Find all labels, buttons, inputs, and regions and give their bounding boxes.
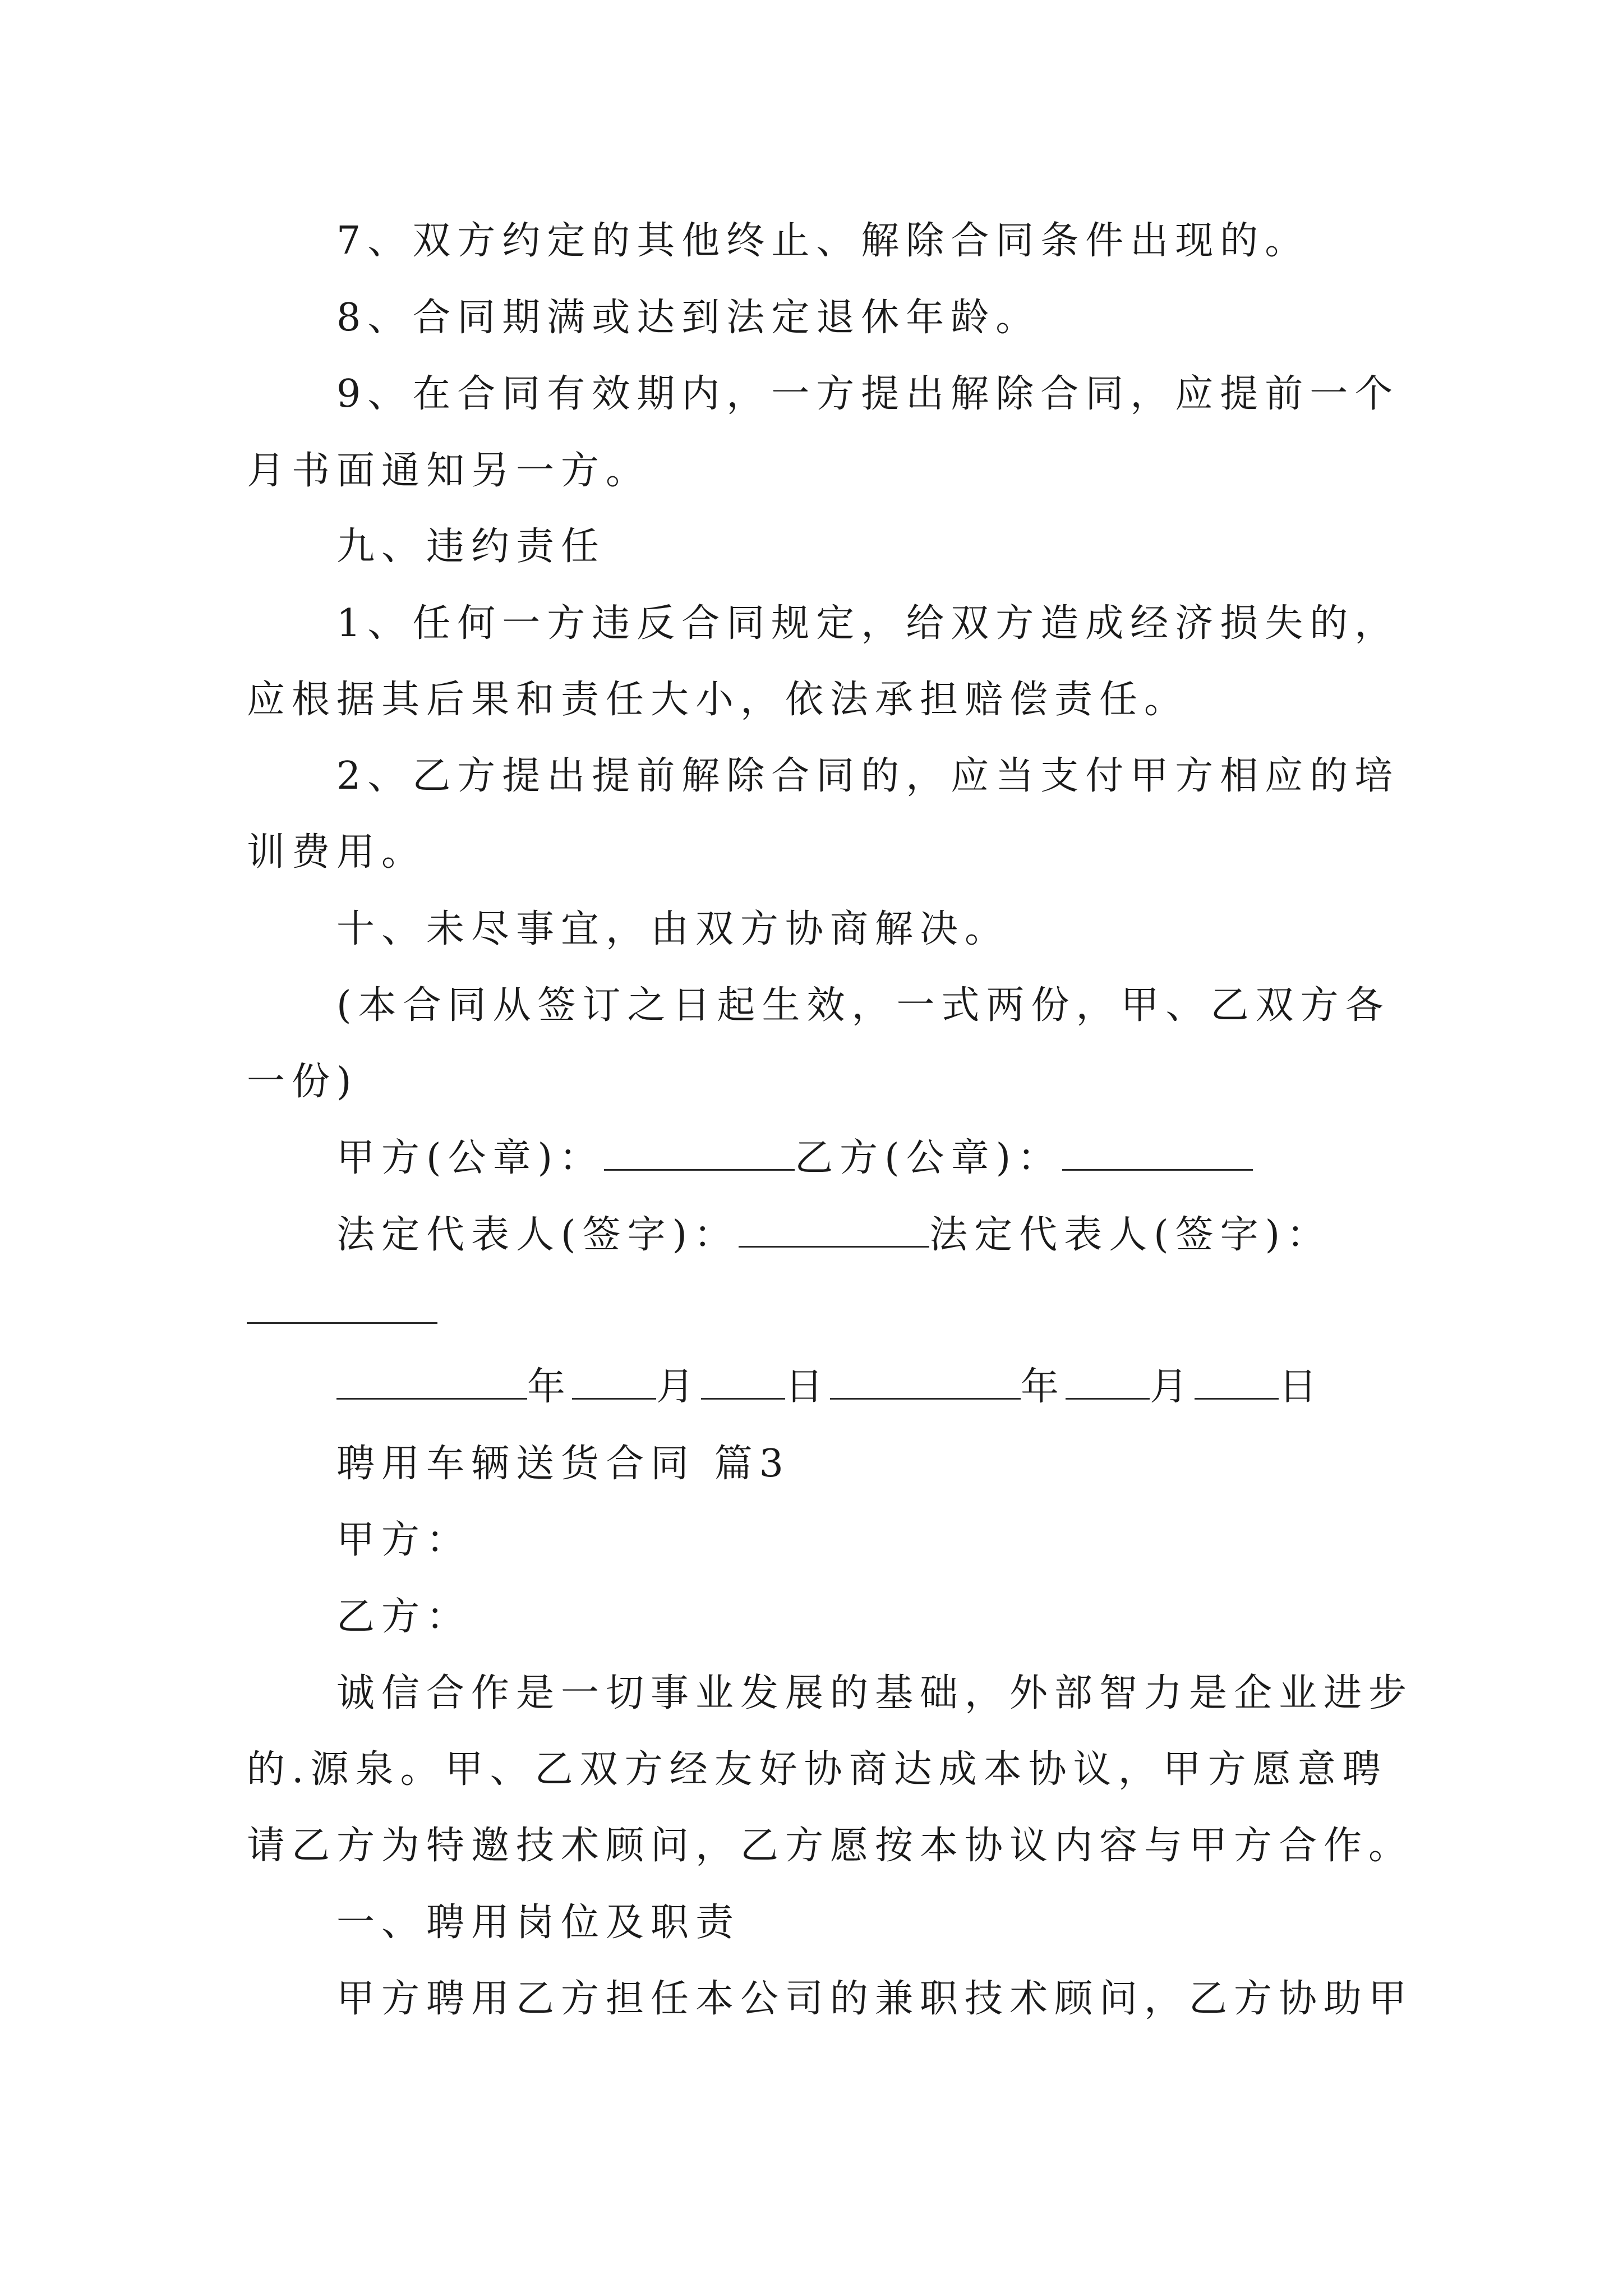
seal-row — [336, 1133, 1253, 1184]
date-a-day-label: 日 — [785, 1365, 831, 1409]
party-b-seal-label: 乙方(公章)： — [795, 1136, 1063, 1180]
party-a-seal-blank — [604, 1135, 795, 1171]
date-b-day-label: 日 — [1279, 1365, 1324, 1409]
date-a-day-blank — [701, 1364, 785, 1400]
clause-8: 8、合同期满或达到法定退休年龄。 — [336, 296, 1041, 340]
effect-note-line-2: 一份) — [247, 1060, 358, 1104]
representative-row — [336, 1210, 1331, 1260]
preamble-line-3: 请乙方为特邀技术顾问，乙方愿按本协议内容与甲方合作。 — [247, 1824, 1414, 1868]
party-b-rep-blank — [247, 1289, 437, 1324]
representative-blank-row — [247, 1286, 437, 1337]
date-b-year-blank — [830, 1364, 1021, 1400]
date-row — [336, 1362, 1324, 1412]
clause-7: 7、双方约定的其他终止、解除合同条件出现的。 — [336, 219, 1310, 263]
party-a-seal-label: 甲方(公章)： — [336, 1136, 605, 1180]
party-b-seal-blank — [1062, 1135, 1253, 1171]
clause-9-line-1: 9、在合同有效期内，一方提出解除合同，应提前一个 — [336, 372, 1400, 416]
section-heading-1: 一、聘用岗位及职责 — [336, 1901, 741, 1945]
effect-note-line-1: (本合同从签订之日起生效，一式两份，甲、乙双方各 — [336, 983, 1390, 1028]
date-a-year-label: 年 — [527, 1365, 573, 1409]
contract-title: 聘用车辆送货合同 篇3 — [336, 1442, 790, 1486]
party-b-label: 乙方： — [336, 1595, 472, 1639]
date-b-day-blank — [1195, 1364, 1279, 1400]
liability-2-line-2: 训费用。 — [247, 830, 427, 875]
liability-1-line-2: 应根据其后果和责任大小，依法承担赔偿责任。 — [247, 678, 1189, 722]
section-heading-9: 九、违约责任 — [336, 524, 606, 569]
preamble-line-1: 诚信合作是一切事业发展的基础，外部智力是企业进步 — [336, 1671, 1414, 1715]
date-a-month-blank — [572, 1364, 656, 1400]
date-b-month-blank — [1066, 1364, 1150, 1400]
date-a-month-label: 月 — [656, 1365, 702, 1409]
liability-2-line-1: 2、乙方提出提前解除合同的，应当支付甲方相应的培 — [336, 754, 1400, 798]
party-b-rep-label: 法定代表人(签字)： — [929, 1213, 1332, 1257]
clause-9-line-2: 月书面通知另一方。 — [247, 449, 651, 493]
preamble-line-2: 的.源泉。甲、乙双方经友好协商达成本协议，甲方愿意聘 — [247, 1747, 1387, 1792]
date-b-month-label: 月 — [1150, 1365, 1195, 1409]
section-heading-10: 十、未尽事宜，由双方协商解决。 — [336, 907, 1010, 951]
party-a-rep-label: 法定代表人(签字)： — [336, 1213, 739, 1257]
party-a-rep-blank — [739, 1212, 929, 1248]
date-a-year-blank — [336, 1364, 527, 1400]
date-b-year-label: 年 — [1021, 1365, 1066, 1409]
party-a-label: 甲方： — [336, 1518, 472, 1562]
liability-1-line-1: 1、任何一方违反合同规定，给双方造成经济损失的， — [336, 601, 1400, 646]
duties-line-1: 甲方聘用乙方担任本公司的兼职技术顾问，乙方协助甲 — [336, 1977, 1414, 2021]
